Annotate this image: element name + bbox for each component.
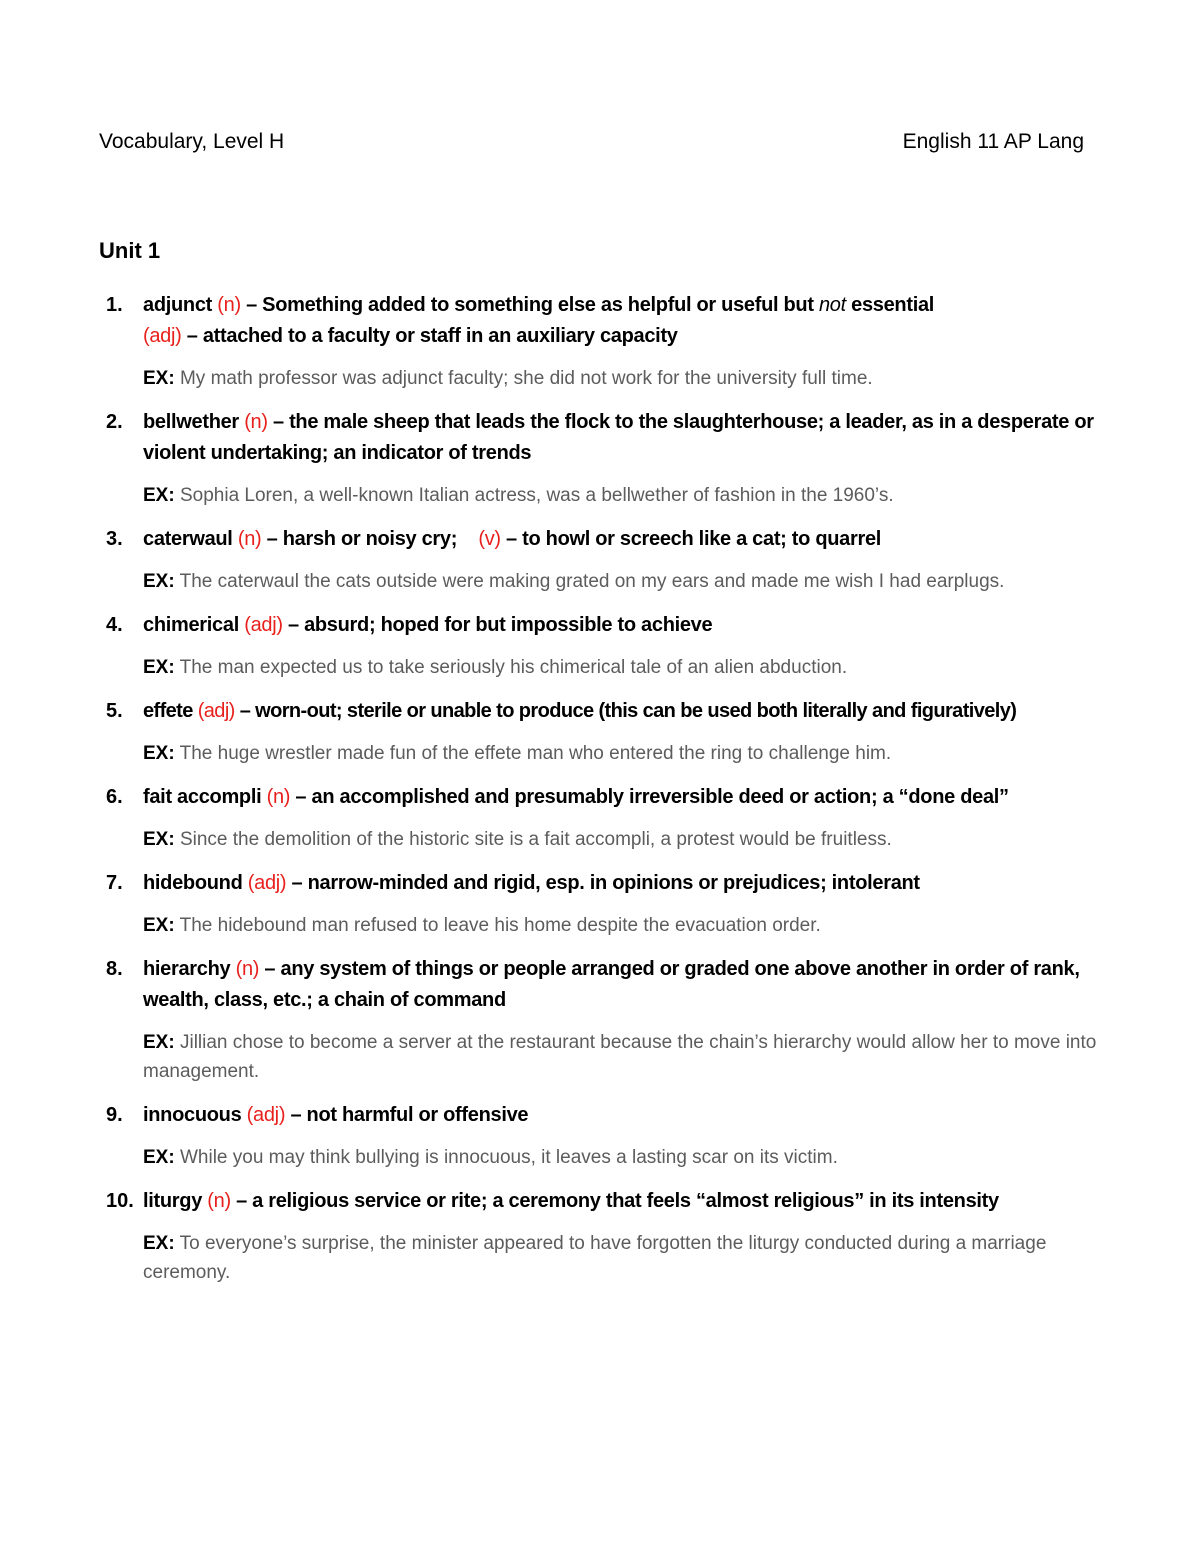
vocab-entry [106, 1186, 1103, 1287]
example-label: EX: [143, 915, 175, 936]
entry-number: 6. [106, 786, 123, 808]
example-text: My math professor was adjunct faculty; she did not work for the university full time. [179, 368, 873, 389]
example-text: The caterwaul the cats outside were making grated on my ears and made me wish I had earplugs. [179, 571, 1005, 592]
entry-number: 9. [106, 1104, 123, 1126]
definition-text: – harsh or noisy cry; [261, 528, 458, 550]
vocab-entry [106, 782, 1103, 854]
entry-word: innocuous [143, 1104, 242, 1126]
example-sentence [143, 911, 1103, 940]
entry-number: 10. [106, 1190, 134, 1212]
example-text: Sophia Loren, a well-known Italian actress, was a bellwether of fashion in the 1960’s. [179, 485, 894, 506]
example-text: The man expected us to take seriously his chimerical tale of an alien abduction. [179, 657, 848, 678]
entry-word: fait accompli [143, 786, 262, 808]
definition-text: essential [845, 294, 935, 316]
example-text: The huge wrestler made fun of the effete man who entered the ring to challenge him. [179, 743, 892, 764]
definition-text: – any system of things or people arranged or graded one above another in order of rank, wealth, class, etc.; a chain of command [143, 958, 1080, 1011]
entry-number: 2. [106, 411, 123, 433]
entry-number: 7. [106, 872, 123, 894]
example-sentence [143, 1028, 1103, 1086]
part-of-speech: (n) [237, 528, 262, 550]
unit-title: Unit 1 [99, 238, 161, 263]
example-text: To everyone’s surprise, the minister appeared to have forgotten the liturgy conducted during a marriage ceremony. [143, 1233, 1047, 1283]
part-of-speech: (n) [244, 411, 268, 433]
part-of-speech: (adj) [143, 325, 182, 347]
entry-word: hierarchy [143, 958, 231, 980]
example-label: EX: [143, 485, 175, 506]
example-label: EX: [143, 657, 175, 678]
example-text: Jillian chose to become a server at the restaurant because the chain’s hierarchy would allow her to move into management. [143, 1032, 1097, 1082]
part-of-speech: (adj) [197, 700, 235, 722]
vocab-entry [106, 696, 1103, 768]
vocab-entry [106, 868, 1103, 940]
part-of-speech: (n) [266, 786, 291, 808]
example-sentence [143, 653, 1103, 682]
example-label: EX: [143, 1032, 175, 1053]
example-label: EX: [143, 368, 175, 389]
vocab-entry [106, 290, 1103, 393]
example-text: While you may think bullying is innocuous, it leaves a lasting scar on its victim. [179, 1147, 838, 1168]
entry-number: 5. [106, 700, 123, 722]
entry-definition [143, 1186, 1103, 1217]
entry-word: bellwether [143, 411, 239, 433]
example-label: EX: [143, 571, 175, 592]
definition-text: – a religious service or rite; a ceremony that feels “almost religious” in its intensity [230, 1190, 999, 1212]
entry-word: adjunct [143, 294, 213, 316]
example-text: The hidebound man refused to leave his home despite the evacuation order. [179, 915, 821, 936]
entry-number: 3. [106, 528, 123, 550]
vocab-entry [106, 524, 1103, 596]
entry-definition [143, 1100, 1103, 1131]
example-sentence [143, 364, 1103, 393]
example-sentence [143, 481, 1103, 510]
entry-definition [143, 290, 1103, 352]
entry-word: effete [143, 700, 193, 722]
example-sentence [143, 739, 1103, 768]
example-sentence [143, 1143, 1103, 1172]
example-text: Since the demolition of the historic site is a fait accompli, a protest would be fruitless. [179, 829, 892, 850]
entry-word: hidebound [143, 872, 243, 894]
entry-definition [143, 610, 1103, 641]
vocab-entry [106, 407, 1103, 510]
part-of-speech: (adj) [246, 1104, 286, 1126]
vocab-entry [106, 610, 1103, 682]
entry-definition [143, 868, 1103, 899]
definition-text: – the male sheep that leads the flock to the slaughterhouse; a leader, as in a desperate or violent undertaking; an indicator of trends [143, 411, 1094, 464]
definition-text: – narrow-minded and rigid, esp. in opinions or prejudices; intolerant [286, 872, 920, 894]
part-of-speech: (v) [478, 528, 501, 550]
part-of-speech: (adj) [247, 872, 287, 894]
entry-definition [143, 782, 1103, 813]
entry-word: chimerical [143, 614, 239, 636]
definition-text: – attached to a faculty or staff in an auxiliary capacity [181, 325, 678, 347]
definition-text: – Something added to something else as helpful or useful but [240, 294, 819, 316]
entry-definition [143, 696, 1103, 727]
entry-number: 4. [106, 614, 123, 636]
part-of-speech: (adj) [244, 614, 283, 636]
definition-text: – worn-out; sterile or unable to produce (this can be used both literally and figuratively) [234, 700, 1017, 722]
example-label: EX: [143, 829, 175, 850]
entry-definition [143, 407, 1103, 469]
example-label: EX: [143, 1147, 175, 1168]
header-course-level: Vocabulary, Level H [99, 130, 285, 153]
vocabulary-list [0, 290, 1200, 1301]
part-of-speech: (n) [235, 958, 260, 980]
definition-text: – absurd; hoped for but impossible to achieve [282, 614, 713, 636]
header-class-name: English 11 AP Lang [902, 130, 1084, 153]
part-of-speech: (n) [217, 294, 241, 316]
definition-emphasis: not [818, 294, 846, 316]
entry-word: liturgy [143, 1190, 203, 1212]
example-sentence [143, 1229, 1103, 1287]
part-of-speech: (n) [207, 1190, 231, 1212]
entry-definition [143, 524, 1103, 555]
definition-text: – an accomplished and presumably irreversible deed or action; a “done deal” [290, 786, 1009, 808]
entry-definition [143, 954, 1103, 1016]
entry-word: caterwaul [143, 528, 233, 550]
vocab-entry [106, 1100, 1103, 1172]
example-sentence [143, 825, 1103, 854]
vocab-entry [106, 954, 1103, 1086]
example-label: EX: [143, 1233, 175, 1254]
entry-number: 8. [106, 958, 123, 980]
definition-text: – not harmful or offensive [285, 1104, 529, 1126]
example-label: EX: [143, 743, 175, 764]
definition-text: – to howl or screech like a cat; to quarrel [500, 528, 882, 550]
entry-number: 1. [106, 294, 123, 316]
example-sentence [143, 567, 1103, 596]
